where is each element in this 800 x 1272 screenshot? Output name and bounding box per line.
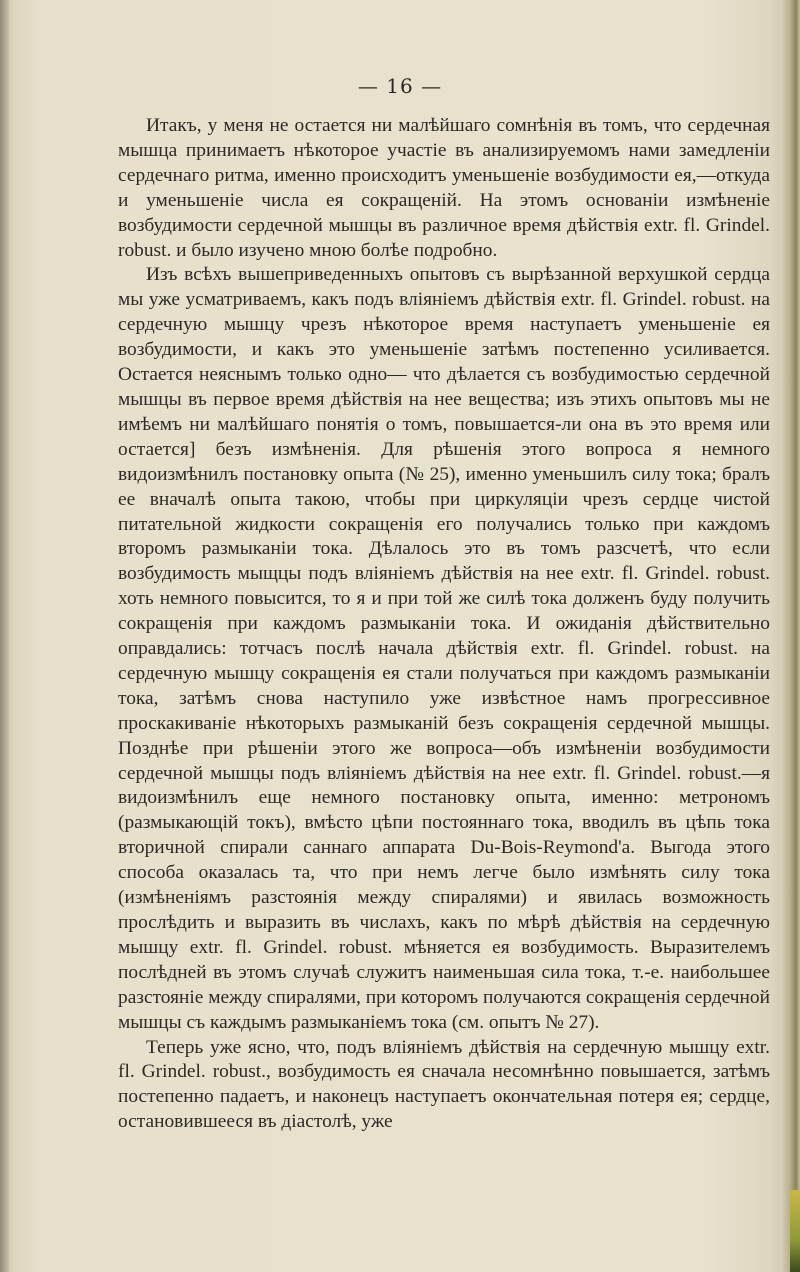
paragraph-2: Изъ всѣхъ вышеприведенныхъ опытовъ съ вырѣзанной верхушкой сердца мы уже усматриваемъ, какъ подъ вліяніемъ дѣйствія extr. fl. Grindel. robust. на сердечную мышцу чрезъ нѣкоторое время наступаетъ уменьшеніе ея возбудимости, и какъ это уменьшеніе затѣмъ постепенно усиливается. Остается неяснымъ только одно— что дѣлается съ возбудимостью сердечной мышцы въ первое время дѣйствія на нее вещества; изъ этихъ опытовъ мы не имѣемъ ни малѣйшаго понятія о томъ, повышается-ли она въ это время или остается] безъ измѣненія. Для рѣшенія этого вопроса я немного видоизмѣнилъ постановку опыта (№ 25), именно уменьшилъ силу тока; бралъ ее вначалѣ опыта такою, чтобы при циркуляціи чрезъ сердце чистой питательной жидкости сокращенія его получались только при каждомъ второмъ размыканіи тока. Дѣлалось это въ томъ разсчетѣ, что если возбудимость мыщцы подъ вліяніемъ дѣйствія на нее extr. fl. Grindel. robust. хоть немного повысится, то я и при той же силѣ тока долженъ буду получить сокращенія при каждомъ размыканіи тока. И ожиданія дѣйствительно оправдались: тотчасъ послѣ начала дѣйствія extr. fl. Grindel. robust. на сердечную мышцу сокращенія ея стали получаться при каждомъ размыканіи тока, затѣмъ снова наступило уже извѣстное намъ прогрессивное проскакиваніе нѣкоторыхъ размыканій безъ сокращенія сердечной мышцы. Позднѣе при рѣшеніи этого же вопроса—объ измѣненіи возбудимости сердечной мышцы подъ вліяніемъ дѣйствія на нее extr. fl. Grindel. robust.—я видоизмѣнилъ еще немного постановку опыта, именно: метрономъ (размыкающій токъ), вмѣсто цѣпи постояннаго тока, вводилъ въ цѣпь тока вторичной спирали саннаго аппарата Du-Bois-Reymond'а. Выгода этого способа оказалась та, что при немъ легче было измѣнять силу тока (измѣненіямъ разстоянія между спиралями) и явилась возможность прослѣдить и выразить въ числахъ, какъ по мѣрѣ дѣйствія на сердечную мышцу extr. fl. Grindel. robust. мѣняется ея возбудимость. Выразителемъ послѣдней въ этомъ случаѣ служитъ наименьшая сила тока, т.-е. наибольшее разстояніе между спиралями, при которомъ получаются сокращенія сердечной мышцы съ каждымъ размыканіемъ тока (см. опытъ № 27). — [118, 264, 770, 1033]
paragraph-3: Теперь уже ясно, что, подъ вліяніемъ дѣйствія на сердечную мышцу extr. fl. Grindel. robust., возбудимость ея сначала несомнѣнно повышается, затѣмъ постепенно падаетъ, и наконецъ наступаетъ окончательная потеря ея; сердце, остановившееся въ діастолѣ, уже — [118, 1036, 770, 1133]
paragraph-1: Итакъ, у меня не остается ни малѣйшаго сомнѣнія въ томъ, что сердечная мышца принимаетъ нѣкоторое участіе въ анализируемомъ нами замедленіи сердечнагo ритма, именно происходитъ уменьшеніе возбудимости ея,—откуда и уменьшеніе числа ея сокращеній. На этомъ основаніи измѣненіе возбудимости сердечной мышцы въ различное время дѣйствія extr. fl. Grindel. robust. и было изучено мною болѣе подробно. — [118, 115, 770, 261]
binding-shadow — [0, 0, 10, 1272]
page-edge — [782, 0, 800, 1272]
page-number: — 16 — — [357, 74, 443, 98]
page-edge-tab — [790, 1190, 800, 1272]
body-text — [118, 114, 770, 1135]
